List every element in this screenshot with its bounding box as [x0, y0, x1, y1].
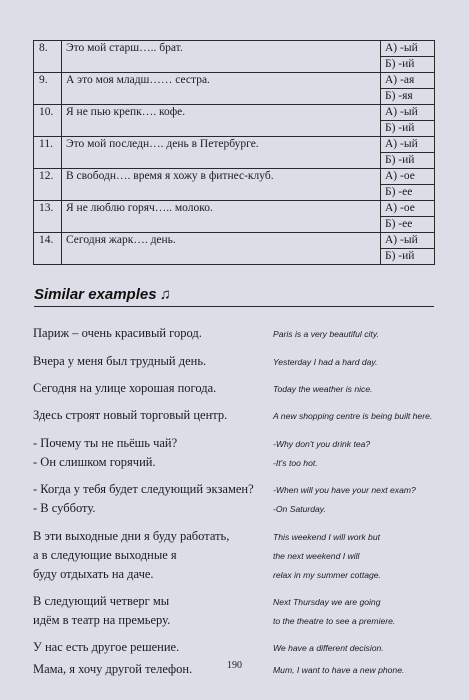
example-english: -On Saturday.: [273, 504, 326, 514]
option-b: Б) -яя: [381, 89, 435, 105]
page-number: 190: [227, 660, 242, 671]
exercise-row: [34, 137, 435, 153]
row-number: 13.: [34, 201, 62, 233]
option-a: А) -ое: [381, 201, 435, 217]
row-number: 10.: [34, 105, 62, 137]
option-a: А) -ый: [381, 41, 435, 57]
option-b: Б) -ий: [381, 57, 435, 73]
example-english: This weekend I will work but: [273, 532, 380, 542]
exercise-row: [34, 169, 435, 185]
music-note-icon: ♫: [159, 286, 171, 303]
row-sentence: Это мой старш….. брат.: [62, 41, 381, 73]
example-english: Mum, I want to have a new phone.: [273, 665, 405, 675]
row-sentence: Сегодня жарк…. день.: [62, 233, 381, 265]
example-english: Next Thursday we are going: [273, 597, 381, 607]
example-russian: буду отдыхать на даче.: [33, 567, 154, 581]
option-a: А) -ое: [381, 169, 435, 185]
exercise-row: [34, 41, 435, 57]
row-sentence: А это моя младш…… сестра.: [62, 73, 381, 105]
example-russian: У нас есть другое решение.: [33, 640, 180, 654]
example-english: relax in my summer cottage.: [273, 570, 381, 580]
row-number: 11.: [34, 137, 62, 169]
row-number: 14.: [34, 233, 62, 265]
example-english: -Why don't you drink tea?: [273, 439, 371, 449]
example-english: Paris is a very beautiful city.: [273, 329, 379, 339]
option-b: Б) -ий: [381, 153, 435, 169]
example-english: We have a different decision.: [273, 643, 384, 653]
example-russian: Мама, я хочу другой телефон.: [33, 662, 193, 676]
option-b: Б) -ий: [381, 121, 435, 137]
exercise-row: [34, 105, 435, 121]
exercise-table: [33, 40, 435, 265]
example-russian: В следующий четверг мы: [33, 594, 170, 608]
example-english: Yesterday I had a hard day.: [273, 357, 378, 367]
row-number: 9.: [34, 73, 62, 105]
exercise-row: [34, 201, 435, 217]
option-b: Б) -ий: [381, 249, 435, 265]
example-english: A new shopping centre is being built here.: [273, 411, 433, 421]
example-english: -When will you have your next exam?: [273, 485, 416, 495]
heading-rule: [34, 306, 434, 307]
example-russian: Сегодня на улице хорошая погода.: [33, 381, 217, 395]
row-sentence: Я не пью крепк…. кофе.: [62, 105, 381, 137]
example-russian: - В субботу.: [33, 501, 96, 515]
row-sentence: Я не люблю горяч….. молоко.: [62, 201, 381, 233]
example-english: the next weekend I will: [273, 551, 360, 561]
example-russian: В эти выходные дни я буду работать,: [33, 529, 230, 543]
option-a: А) -ая: [381, 73, 435, 89]
option-b: Б) -ее: [381, 217, 435, 233]
heading-text: Similar examples: [34, 286, 157, 303]
example-english: Today the weather is nice.: [273, 384, 373, 394]
example-russian: - Когда у тебя будет следующий экзамен?: [33, 482, 254, 496]
similar-examples-heading: [34, 286, 171, 303]
example-english: to the theatre to see a premiere.: [273, 616, 396, 626]
example-russian: идём в театр на премьеру.: [33, 613, 171, 627]
row-number: 12.: [34, 169, 62, 201]
example-russian: Вчера у меня был трудный день.: [33, 354, 207, 368]
option-a: А) -ый: [381, 137, 435, 153]
exercise-row: [34, 233, 435, 249]
option-b: Б) -ее: [381, 185, 435, 201]
example-english: -It's too hot.: [273, 458, 318, 468]
example-russian: - Почему ты не пьёшь чай?: [33, 436, 178, 450]
option-a: А) -ый: [381, 233, 435, 249]
example-russian: Париж – очень красивый город.: [33, 326, 202, 340]
option-a: А) -ый: [381, 105, 435, 121]
exercise-row: [34, 73, 435, 89]
row-sentence: Это мой последн…. день в Петербурге.: [62, 137, 381, 169]
example-russian: а в следующие выходные я: [33, 548, 177, 562]
example-russian: - Он слишком горячий.: [33, 455, 156, 469]
row-sentence: В свободн…. время я хожу в фитнес-клуб.: [62, 169, 381, 201]
row-number: 8.: [34, 41, 62, 73]
example-russian: Здесь строят новый торговый центр.: [33, 408, 228, 422]
